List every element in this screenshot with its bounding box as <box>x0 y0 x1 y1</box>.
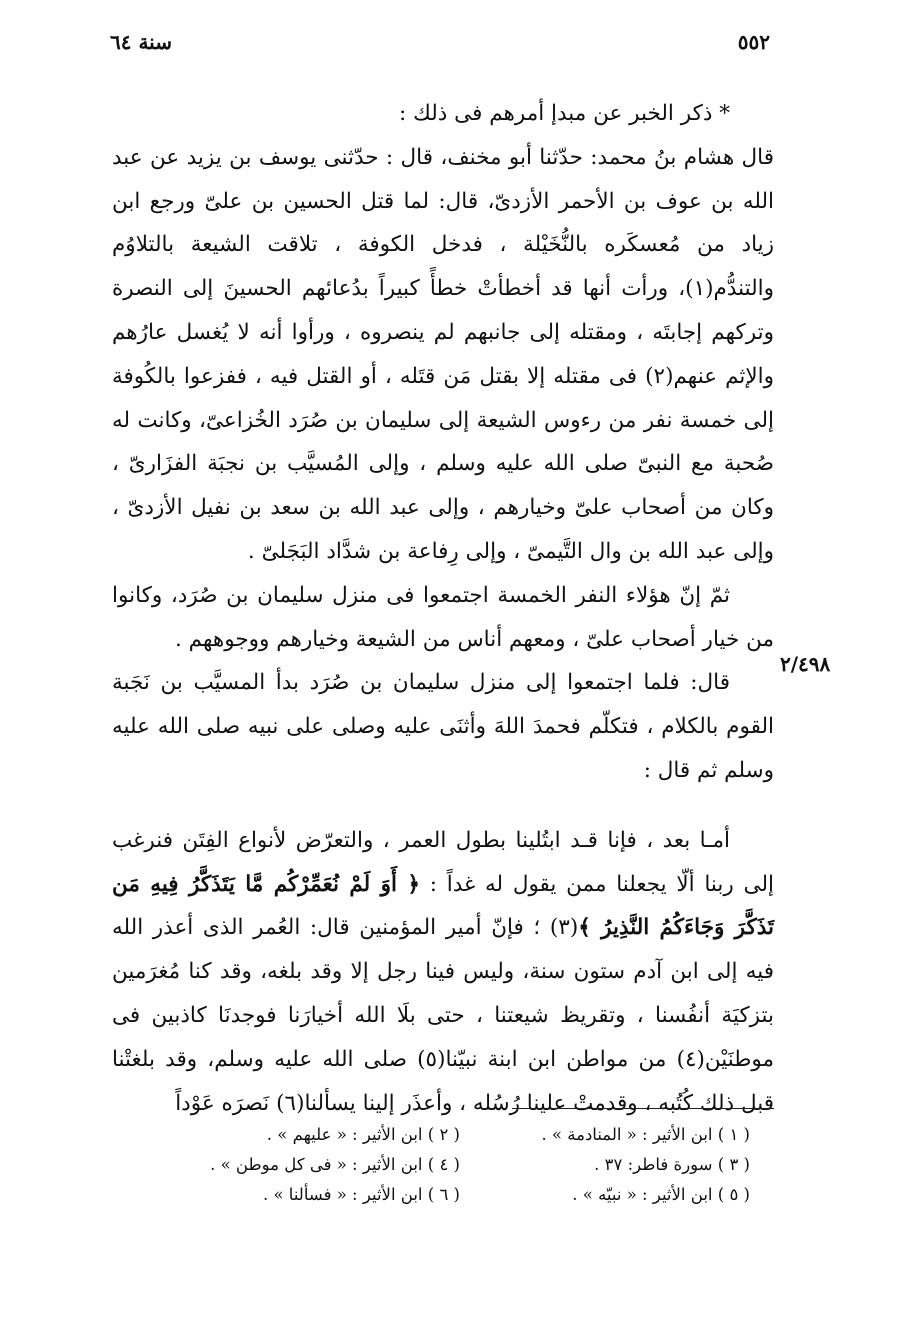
paragraph-gap <box>112 793 774 819</box>
footnotes <box>160 1120 750 1210</box>
footnote-2: ( ٢ ) ابن الأثير : « عليهم » . <box>266 1125 460 1144</box>
running-header <box>110 30 770 60</box>
paragraph-1: قال هشام بنُ محمد: حدّثنا أبو مخنف، قال : حدّثنى يوسف بن يزيد عن عبد الله بن عوف بن الأحمر الأزدىّ، قال: لما قتل الحسين بن علىّ ورجع ابن زياد من مُعسكَره بالنُّخَيْلة ، فدخل الكوفة ، تلاقت الشيعة بالتلاوُم والتندُّم(١)، ورأت أنها قد أخطأتْ خطأً كبيراً بدُعائهم الحسينَ إلى النصرة وتركهم إجابتَه ، ومقتله إلى جانبهم لم ينصروه ، ورأوا أنه لا يُغسل عارُهم والإثم عنهم(٢) فى مقتله إلا بقتل مَن قتَله ، أو القتل فيه ، ففزعوا بالكُوفة إلى خمسة نفر من رءوس الشيعة إلى سليمان بن صُرَد الخُزاعىّ، وكانت له صُحبة مع النبىّ صلى الله عليه وسلم ، وإلى المُسيَّب بن نجبَة الفزَارىّ ، وكان من أصحاب علىّ وخيارهم ، وإلى عبد الله بن سعد بن نفيل الأزدىّ ، وإلى عبد الله بن وال التَّيمىّ ، وإلى رِفاعة بن شدَّاد البَجَلىّ . <box>112 144 775 564</box>
main-text <box>112 92 774 1125</box>
footnote-3: ( ٣ ) سورة فاطر: ٣٧ . <box>594 1155 750 1174</box>
section-heading: * ذكر الخبر عن مبدإ أمرهم فى ذلك : <box>399 101 730 126</box>
footnote-row <box>160 1180 750 1210</box>
paragraph-3: قال: فلما اجتمعوا إلى منزل سليمان بن صُرَد بدأ المسيَّب بن نَجَبة القوم بالكلام ، فتكلّم فحمدَ اللهَ وأثنَى عليه وصلى على نبيه صلى الله عليه وسلم ثم قال : <box>112 670 774 783</box>
footnote-5: ( ٥ ) ابن الأثير : « نبيّه » . <box>572 1185 750 1204</box>
footnote-row <box>160 1150 750 1180</box>
paragraph-4 <box>112 819 774 1126</box>
paragraph-4-start: أمـا بعد ، فإنا قـد ابتُلينا بطول العمر ، والتعرّض لأنواع الفِتَن فنرغب إلى ربنا ألّا يجعلنا ممن يقول له غداً : <box>112 827 774 897</box>
paragraph-2: ثمّ إنّ هؤلاء النفر الخمسة اجتمعوا فى منزل سليمان بن صُرَد، وكانوا من خيار أصحاب علىّ ، ومعهم أناس من الشيعة وخيارهم ووجوههم . <box>112 582 774 652</box>
footnote-1: ( ١ ) ابن الأثير : « المنادمة » . <box>541 1125 750 1144</box>
running-title-year: سنة ٦٤ <box>110 30 172 54</box>
footnote-row <box>160 1120 750 1150</box>
footnote-separator <box>512 1108 774 1109</box>
paragraph-4-end: (٣) ؛ فإنّ أمير المؤمنين قال: العُمر الذى أعذر الله فيه إلى ابن آدم ستون سنة، وليس فينا رجل إلا وقد بلغه، وقد كنا مُغرَمين بتزكيَة أنفُسنا ، وتقريظ شيعتنا ، حتى بلَا الله أخيارَنا فوجدنَا كاذبين فى موطنَيْن(٤) من مواطن ابن ابنة نبيّنا(٥) صلى الله عليه وسلم، وقد بلغتْنا قبل ذلك كُتُبه ، وقدمتْ علينا رُسُله ، وأعذَر إلينا يسألنا(٦) نَصرَه عَوْداً <box>112 915 774 1116</box>
quran-quotation: ﴿ أَوَ لَمْ نُعَمِّرْكُم مَّا يَتَذَكَّرُ فِيهِ مَن تَذَكَّرَ وَجَاءَكُمُ النَّذِيرُ ﴾ <box>112 871 774 941</box>
page-number: ٥٥٢ <box>737 30 770 54</box>
footnote-4: ( ٤ ) ابن الأثير : « فى كل موطن » . <box>210 1155 460 1174</box>
footnote-6: ( ٦ ) ابن الأثير : « فسألنا » . <box>262 1185 460 1204</box>
margin-reference: ٢/٤٩٨ <box>780 652 831 676</box>
